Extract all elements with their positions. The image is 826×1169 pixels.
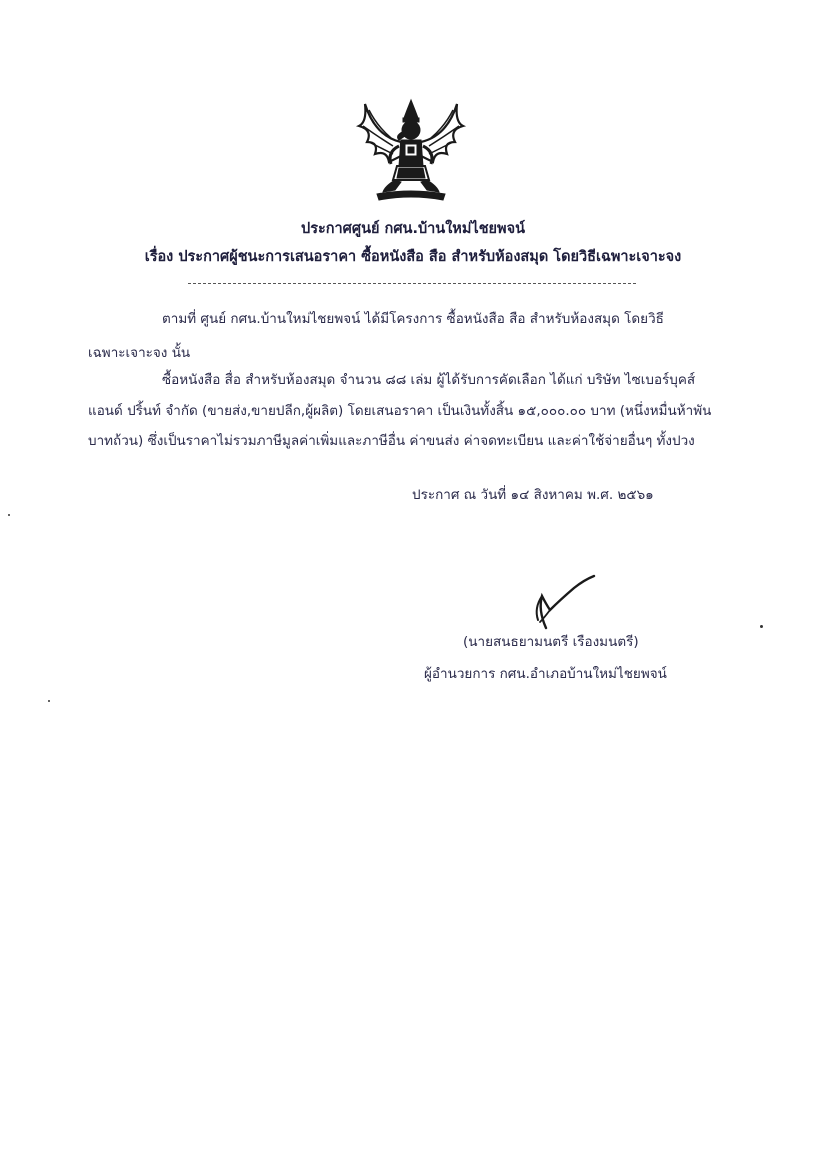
handwritten-signature-icon [520,570,600,634]
document-title: ประกาศศูนย์ กศน.บ้านใหม่ไชยพจน์ [300,221,526,237]
document-subject: เรื่อง ประกาศผู้ชนะการเสนอราคา ซื้อหนังสือ สือ สำหรับห้องสมุด โดยวิธีเฉพาะเจาะจง [144,249,682,265]
signatory-position: ผู้อำนวยการ กศน.อำเภอบ้านใหม่ไชยพจน์ [424,666,667,682]
scan-speck [760,625,763,628]
paragraph-2-line-1: ซื้อหนังสือ สื่อ สำหรับห้องสมุด จำนวน ๘๘ เล่ม ผู้ได้รับการคัดเลือก ได้แก่ บริษัท ไซเบอร์บุคส์ [162,372,696,388]
paragraph-2-line-2: แอนด์ ปริ้นท์ จำกัด (ขายส่ง,ขายปลีก,ผู้ผลิต) โดยเสนอราคา เป็นเงินทั้งสิ้น ๑๕,๐๐๐.๐๐ บาท (หนึ่งหมื่นห้าพัน [88,403,712,419]
paragraph-2-line-3: บาทถ้วน) ซึ่งเป็นราคาไม่รวมภาษีมูลค่าเพิ่มและภาษีอื่น ค่าขนส่ง ค่าจดทะเบียน และค่าใช้จ่ายอื่นๆ ทั้งปวง [88,433,695,449]
garuda-emblem-icon [355,96,467,206]
announcement-date: ประกาศ ณ วันที่ ๑๔ สิงหาคม พ.ศ. ๒๕๖๑ [412,487,654,503]
separator-line [188,283,636,284]
paragraph-1-line-1: ตามที่ ศูนย์ กศน.บ้านใหม่ไชยพจน์ ได้มีโครงการ ซื้อหนังสือ สือ สำหรับห้องสมุด โดยวิธี [162,311,664,327]
scan-speck [8,514,10,516]
scan-speck [48,700,50,702]
signatory-name: (นายสนธยามนตรี เรืองมนตรี) [463,634,639,650]
paragraph-1-line-2: เฉพาะเจาะจง นั้น [88,345,191,361]
